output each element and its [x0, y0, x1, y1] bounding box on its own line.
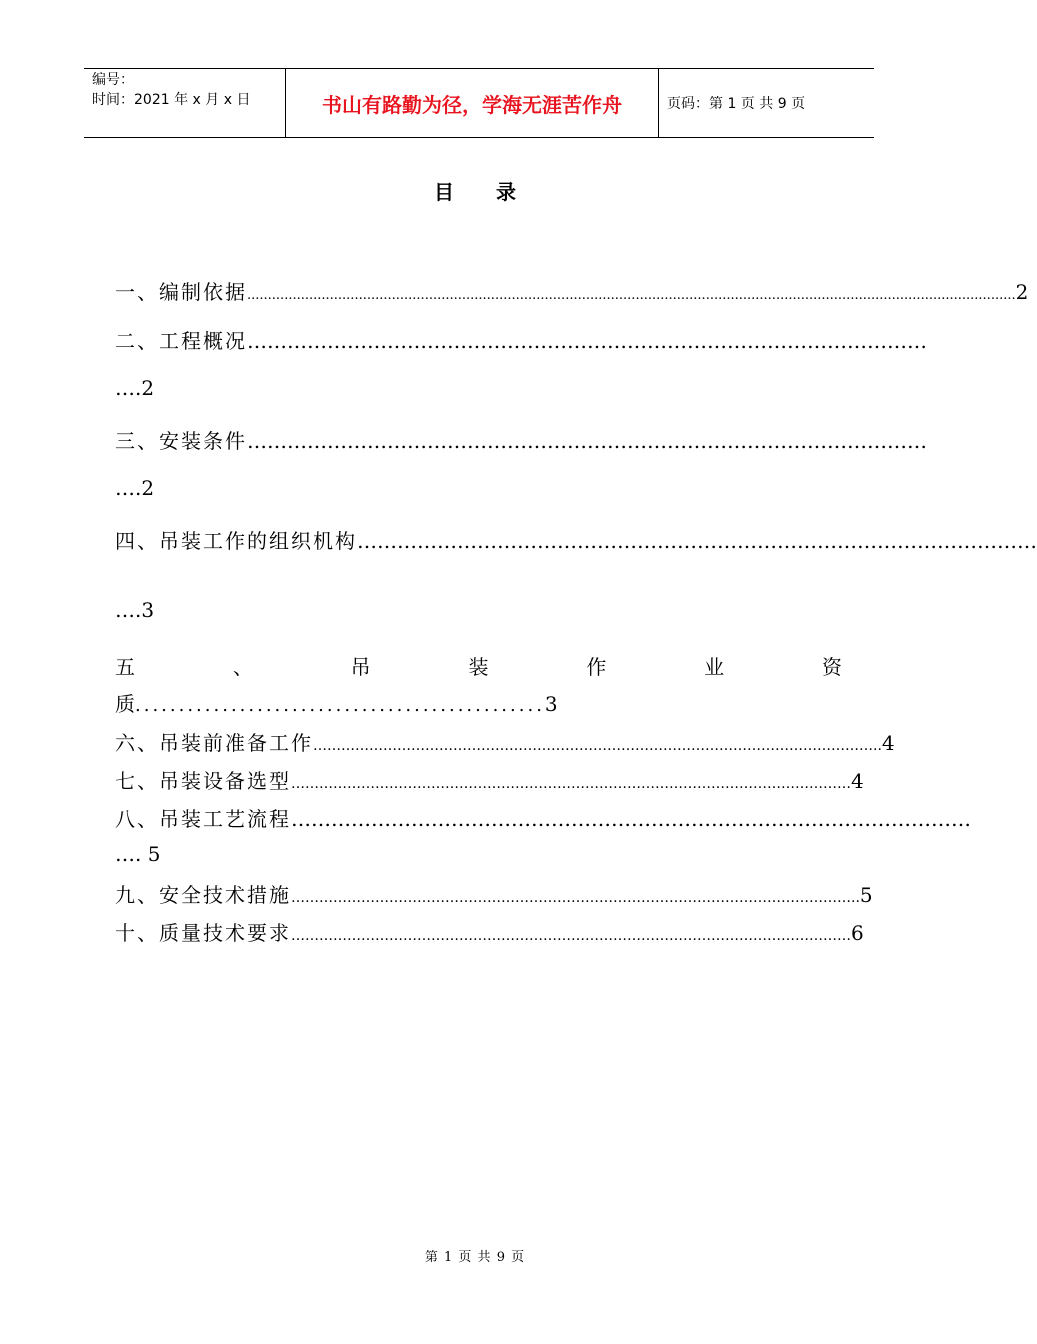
toc-entry-continuation — [115, 688, 558, 717]
toc-entry-label: 三、安装条件 — [115, 429, 247, 453]
toc-entry-page: ….2 — [115, 376, 155, 400]
toc-leader: ............................................... — [135, 695, 545, 716]
toc-entry[interactable] — [115, 425, 927, 454]
toc-entry-page: 3 — [544, 692, 558, 716]
toc-entry[interactable] — [115, 917, 864, 946]
toc-entry-label-char: 五 — [115, 655, 135, 679]
toc-leader: ………………………………………………………………………………………… — [247, 429, 927, 453]
toc-entry-label-char: 吊 — [350, 655, 371, 679]
toc-entry-label-char: 、 — [232, 655, 253, 679]
toc-entry-page: 4 — [881, 731, 895, 755]
toc-entry-page: …. 5 — [115, 842, 161, 866]
toc-leader: ………………………………………………………………………………………………………….. — [291, 890, 860, 906]
toc-entry-page: 2 — [1015, 280, 1029, 304]
toc-entry-page: ….3 — [115, 598, 155, 622]
document-date: 时间：2021 年 x 月 x 日 — [92, 92, 251, 108]
toc-leader: ………………………………………………………………………………………… — [247, 329, 927, 353]
toc-entry-label-char: 资 — [821, 655, 842, 679]
toc-entry[interactable] — [115, 525, 1037, 554]
toc-entry-label-char: 业 — [704, 655, 725, 679]
toc-entry-page: ….2 — [115, 476, 155, 500]
toc-entry-label: 质 — [115, 692, 135, 716]
header-meta — [84, 69, 285, 137]
toc-leader: .......................................................................................................................................................................................... — [247, 288, 1016, 303]
header-divider — [658, 69, 659, 137]
toc-entry[interactable] — [115, 276, 1029, 305]
toc-entry-label: 八、吊装工艺流程 — [115, 807, 291, 831]
toc-entry-label: 十、质量技术要求 — [115, 921, 291, 945]
toc-entry[interactable] — [115, 727, 895, 756]
document-number: 编号： — [92, 72, 134, 88]
toc-entry-page: 4 — [851, 769, 864, 793]
toc-entry-label: 一、编制依据 — [115, 280, 247, 304]
header-motto: 书山有路勤为径，学海无涯苦作舟 — [322, 92, 622, 117]
toc-entry-label: 四、吊装工作的组织机构 — [115, 529, 357, 553]
toc-entry-label-char: 装 — [468, 655, 489, 679]
toc-entry[interactable] — [115, 879, 873, 908]
toc-leader: ………………………………………………………………………………………………………… — [291, 776, 851, 792]
toc-title: 目录 — [434, 180, 558, 204]
toc-entry[interactable] — [115, 765, 864, 794]
page-header — [84, 68, 874, 138]
toc-entry-page: 6 — [851, 921, 864, 945]
toc-entry-label: 九、安全技术措施 — [115, 883, 291, 907]
toc-entry[interactable] — [115, 651, 842, 680]
toc-leader: ………………………………………………………………………………………… — [357, 529, 1037, 553]
header-page-number: 页码：第 1 页 共 9 页 — [667, 96, 806, 112]
toc-entry-page: 5 — [859, 883, 873, 907]
toc-leader: ………………………………………………………………………………………………………….. — [313, 738, 882, 754]
page-footer: 第 1 页 共 9 页 — [424, 1250, 526, 1265]
toc-leader: ………………………………………………………………………………………… — [291, 807, 971, 831]
toc-leader: ………………………………………………………………………………………………………… — [291, 928, 851, 944]
toc-entry-label: 二、工程概况 — [115, 329, 247, 353]
toc-entry[interactable] — [115, 325, 927, 354]
toc-entry[interactable] — [115, 803, 971, 832]
toc-entry-label: 七、吊装设备选型 — [115, 769, 291, 793]
toc-entry-label: 六、吊装前准备工作 — [115, 731, 313, 755]
toc-entry-label-char: 作 — [586, 655, 607, 679]
